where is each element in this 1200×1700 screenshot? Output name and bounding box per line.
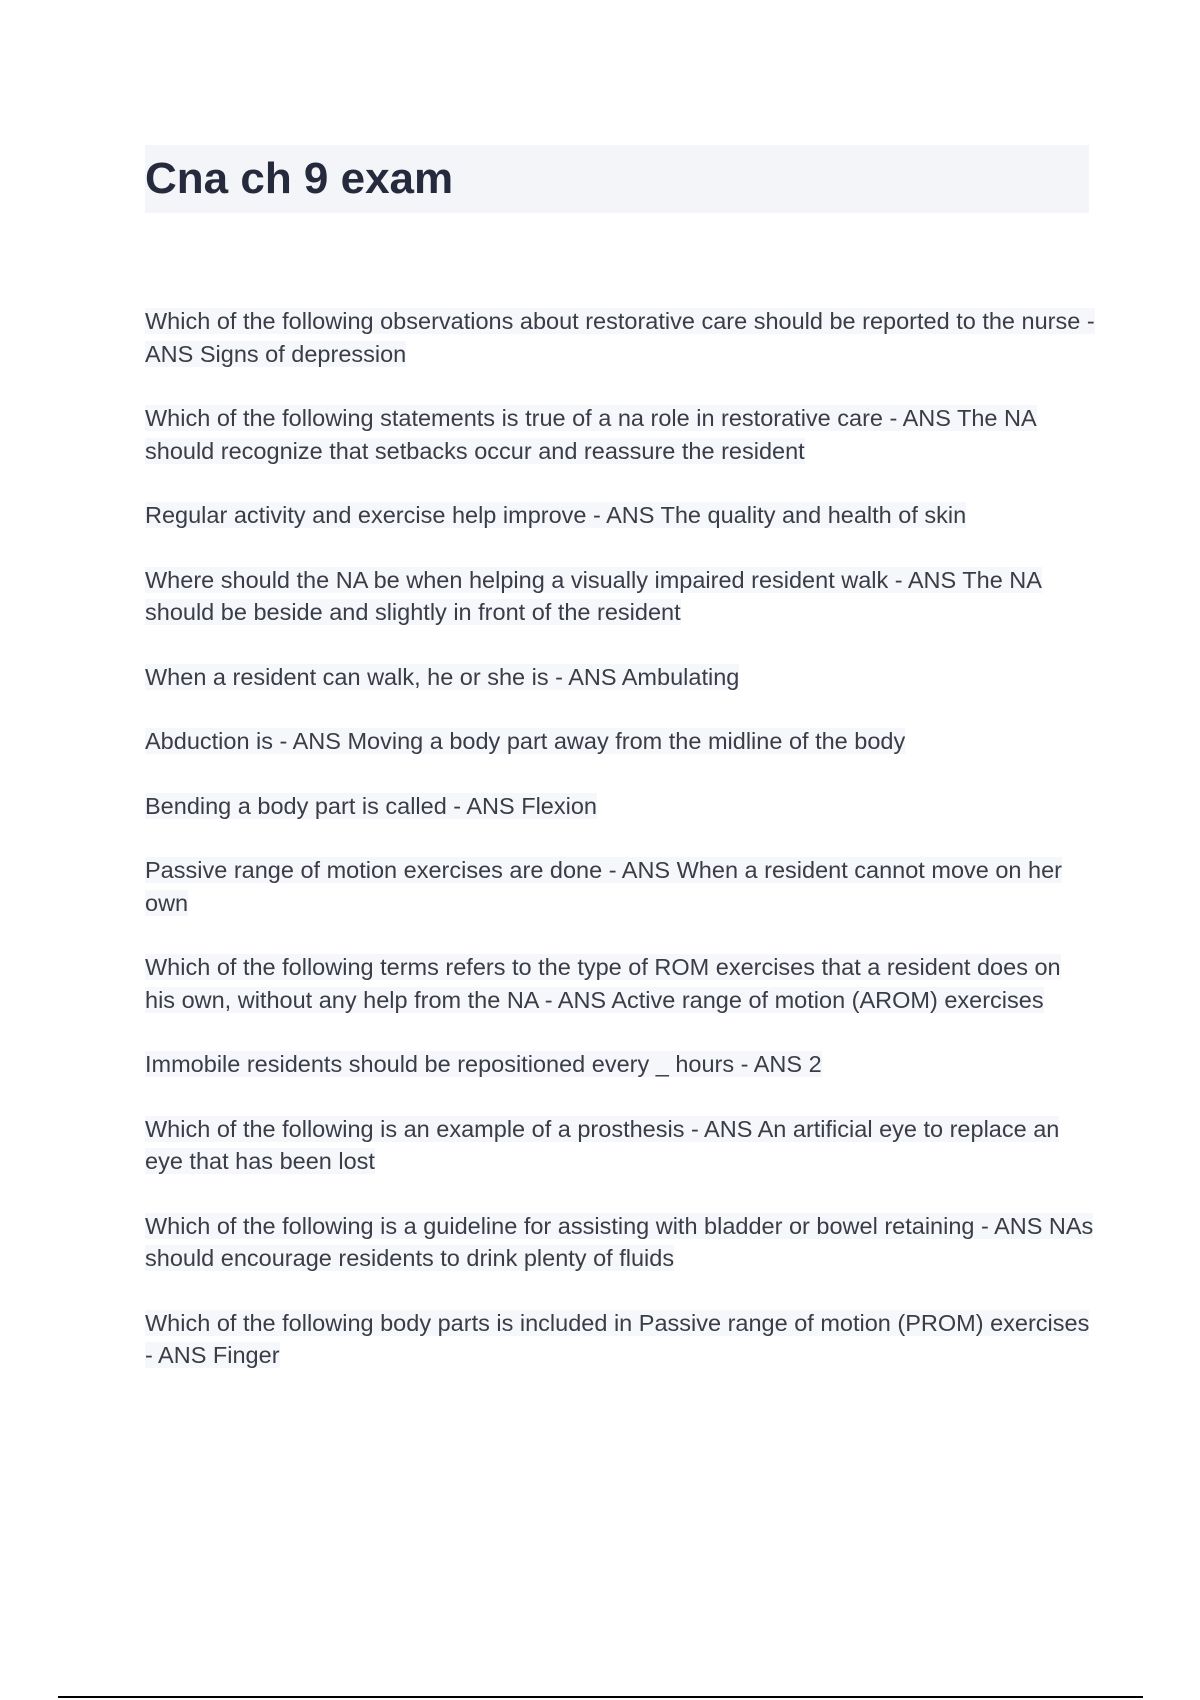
qa-item — [145, 1048, 1095, 1081]
qa-item — [145, 790, 1095, 823]
qa-item — [145, 499, 1095, 532]
qa-text: Where should the NA be when helping a visually impaired resident walk - ANS The NA should be beside and slightly in front of the resident — [145, 566, 1042, 625]
page-title: Cna ch 9 exam — [145, 154, 454, 203]
qa-item — [145, 402, 1095, 467]
qa-item — [145, 951, 1095, 1016]
qa-item — [145, 1307, 1095, 1372]
qa-text: Which of the following terms refers to the type of ROM exercises that a resident does on his own, without any help from the NA - ANS Active range of motion (AROM) exercises — [145, 954, 1061, 1013]
qa-item — [145, 854, 1095, 919]
qa-text: Which of the following statements is true of a na role in restorative care - ANS The NA should recognize that setbacks occur and reassure the resident — [145, 405, 1037, 464]
qa-text: Which of the following body parts is included in Passive range of motion (PROM) exercises - ANS Finger — [145, 1309, 1090, 1368]
qa-text: Immobile residents should be repositioned every _ hours - ANS 2 — [145, 1051, 822, 1077]
qa-text: Which of the following observations about restorative care should be reported to the nurse - ANS Signs of depression — [145, 308, 1095, 367]
qa-text: Passive range of motion exercises are done - ANS When a resident cannot move on her own — [145, 857, 1062, 916]
qa-item — [145, 725, 1095, 758]
page-bottom-divider — [58, 1696, 1143, 1698]
question-answer-list — [145, 305, 1095, 1404]
qa-text: Abduction is - ANS Moving a body part away from the midline of the body — [145, 728, 906, 754]
qa-item — [145, 1113, 1095, 1178]
qa-text: Bending a body part is called - ANS Flexion — [145, 792, 597, 819]
qa-item — [145, 1210, 1095, 1275]
qa-item — [145, 661, 1095, 694]
qa-item — [145, 305, 1095, 370]
qa-text: Which of the following is an example of a prosthesis - ANS An artificial eye to replace an eye that has been lost — [145, 1115, 1060, 1174]
title-banner — [145, 145, 1089, 213]
qa-text: Regular activity and exercise help improve - ANS The quality and health of skin — [145, 502, 967, 528]
qa-text: Which of the following is a guideline for assisting with bladder or bowel retaining - ANS NAs should encourage residents to drink plenty of fluids — [145, 1212, 1094, 1271]
qa-item — [145, 564, 1095, 629]
qa-text: When a resident can walk, he or she is - ANS Ambulating — [145, 663, 740, 690]
